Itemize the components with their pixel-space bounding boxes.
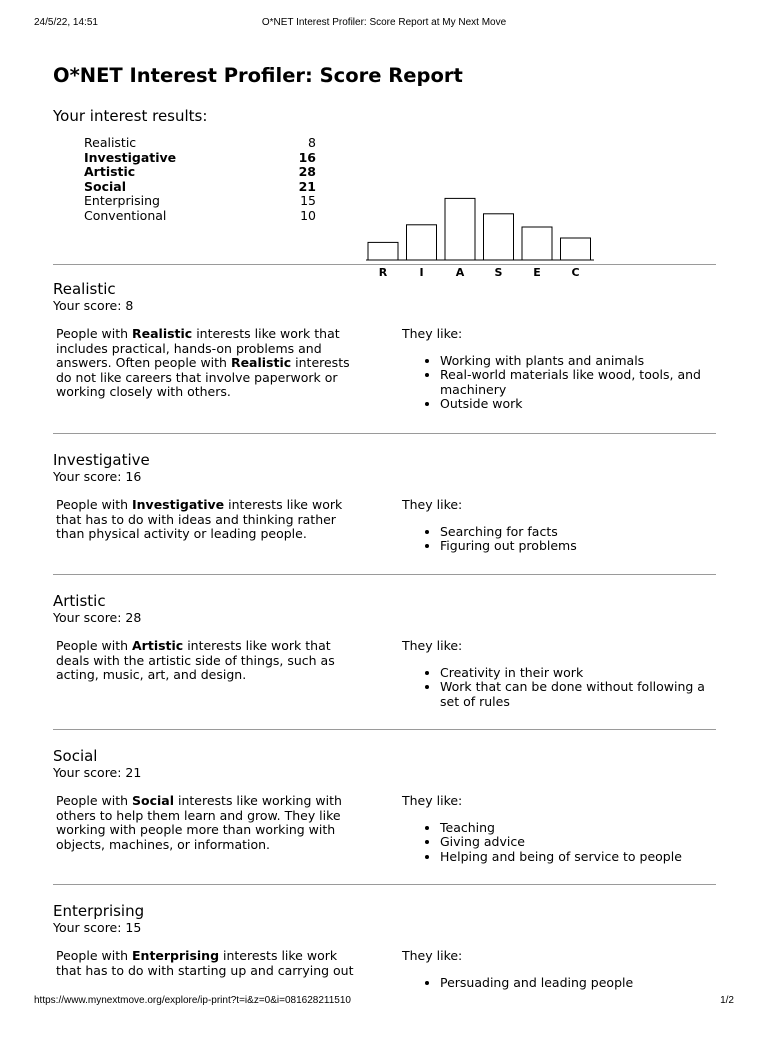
list-item: • Creativity in their work: [440, 666, 720, 681]
chart-bar-e: [522, 227, 552, 260]
list-item: • Helping and being of service to people: [440, 850, 720, 865]
score-value: 16: [298, 149, 316, 165]
score-value: 21: [298, 178, 316, 194]
score-label: Realistic: [84, 135, 137, 150]
they-like-label: They like:: [402, 793, 463, 808]
chart-tick-label: C: [571, 266, 580, 279]
section-likes: [402, 327, 720, 412]
section-likes: [402, 794, 720, 864]
chart-tick-label: A: [455, 266, 465, 279]
list-item: • Persuading and leading people: [440, 976, 720, 991]
section-title: Enterprising: [53, 902, 145, 920]
list-item: • Searching for facts: [440, 525, 720, 540]
score-value: 28: [298, 164, 316, 179]
section-title: Artistic: [53, 592, 106, 610]
score-row-enterprising: [84, 194, 316, 209]
list-item: • Figuring out problems: [440, 539, 720, 554]
likes-list: [402, 666, 720, 710]
section-social: [53, 747, 716, 884]
section-description: People with Investigative interests like work that has to do with ideas and thinking rather than physical activity or leading people.: [56, 497, 343, 541]
chart-bar-r: [368, 242, 398, 260]
print-footer: [34, 995, 734, 1009]
chart-bar-a: [445, 198, 475, 260]
likes-list: [402, 525, 720, 554]
section-score: Your score: 16: [53, 469, 142, 484]
print-page-title: O*NET Interest Profiler: Score Report at My Next Move: [261, 17, 507, 28]
chart-bar-c: [561, 238, 591, 260]
score-label: Social: [84, 178, 127, 194]
section-description: People with Social interests like working with others to help them learn and grow. They like working with people more than working with objects, machines, or information.: [56, 793, 342, 852]
chart-tick-label: E: [533, 266, 541, 279]
section-investigative: [53, 451, 716, 588]
section-description: People with Realistic interests like work that includes practical, hands-on problems and answers. Often people with Realistic interests do not like careers that involve paperwork or working closely with others.: [56, 326, 350, 399]
section-description: People with Enterprising interests like work that has to do with starting up and carrying out: [56, 948, 354, 978]
they-like-label: They like:: [402, 948, 463, 963]
score-label: Enterprising: [84, 193, 160, 208]
section-description: People with Artistic interests like work that deals with the artistic side of things, such as acting, music, art, and design.: [56, 638, 335, 682]
print-datetime: 24/5/22, 14:51: [34, 17, 98, 28]
chart-tick-label: I: [419, 266, 424, 279]
page-title: O*NET Interest Profiler: Score Report: [53, 64, 463, 87]
section-likes: [402, 498, 720, 554]
chart-bar-s: [484, 214, 514, 260]
riasec-bar-chart: [366, 160, 596, 280]
score-label: Artistic: [84, 164, 136, 179]
section-score: Your score: 8: [53, 298, 134, 313]
section-score: Your score: 28: [53, 610, 142, 625]
results-summary: [53, 126, 716, 279]
list-item: • Working with plants and animals: [440, 354, 720, 369]
list-item: • Teaching: [440, 821, 720, 836]
divider: [53, 574, 716, 575]
divider: [53, 884, 716, 885]
section-enterprising: [53, 902, 716, 1039]
likes-list: [402, 354, 720, 412]
they-like-label: They like:: [402, 326, 463, 341]
list-item: • Outside work: [440, 397, 720, 412]
score-row-realistic: [84, 136, 316, 151]
divider: [53, 433, 716, 434]
section-realistic: [53, 280, 716, 417]
list-item: • Real-world materials like wood, tools, and machinery: [440, 368, 720, 397]
chart-tick-label: S: [494, 266, 503, 279]
list-item: • Work that can be done without following a set of rules: [440, 680, 720, 709]
chart-bar-i: [407, 225, 437, 260]
print-header: [34, 17, 734, 31]
section-likes: [402, 949, 720, 990]
section-score: Your score: 15: [53, 920, 142, 935]
divider: [53, 729, 716, 730]
section-title: Investigative: [53, 451, 150, 469]
they-like-label: They like:: [402, 638, 463, 653]
likes-list: [402, 821, 720, 865]
chart-tick-label: R: [378, 266, 388, 279]
score-row-conventional: [84, 209, 316, 224]
section-likes: [402, 639, 720, 709]
list-item: • Giving advice: [440, 835, 720, 850]
results-heading: Your interest results:: [53, 107, 208, 125]
section-score: Your score: 21: [53, 765, 142, 780]
print-page-number: 1/2: [720, 995, 734, 1006]
likes-list: [402, 976, 720, 991]
report-content: [53, 62, 716, 990]
section-title: Realistic: [53, 280, 116, 298]
score-value: 10: [300, 207, 316, 223]
score-value: 15: [300, 193, 316, 208]
score-value: 8: [308, 135, 316, 150]
they-like-label: They like:: [402, 497, 463, 512]
section-artistic: [53, 592, 716, 729]
score-label: Investigative: [84, 149, 177, 165]
score-label: Conventional: [84, 207, 167, 223]
divider: [53, 264, 716, 265]
section-title: Social: [53, 747, 98, 765]
score-row-social: [84, 180, 316, 195]
print-url: https://www.mynextmove.org/explore/ip-print?t=i&z=0&i=081628211510: [34, 995, 351, 1006]
score-table: [84, 136, 316, 223]
score-row-artistic: [84, 165, 316, 180]
score-row-investigative: [84, 151, 316, 166]
